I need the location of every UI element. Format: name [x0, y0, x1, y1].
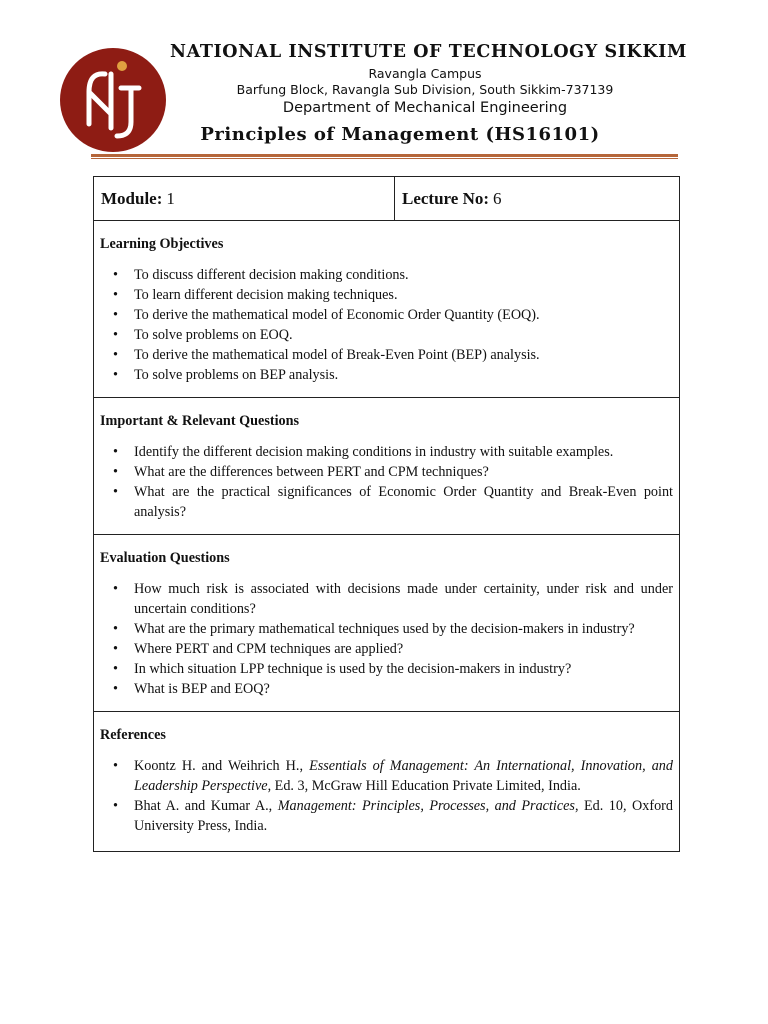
list-item: • To discuss different decision making conditions. [100, 265, 673, 285]
list-item: • Identify the different decision making conditions in industry with suitable examples. [100, 442, 673, 462]
reference-authors: Bhat A. and Kumar A., [134, 798, 273, 814]
header-rule-thin [91, 158, 678, 159]
important-questions-section [94, 398, 679, 535]
lecture-table [93, 176, 680, 852]
list-item: • How much risk is associated with decisions made under certainity, under risk and under uncertain conditions? [100, 579, 673, 619]
list-item: • What are the primary mathematical techniques used by the decision-makers in industry? [100, 619, 673, 639]
reference-details: , Ed. 3, McGraw Hill Education Private Limited, India. [267, 778, 581, 794]
list-item: • What are the practical significances of Economic Order Quantity and Break-Even point analysis? [100, 482, 673, 522]
list-item: • To solve problems on EOQ. [100, 325, 673, 345]
lecture-cell [395, 177, 502, 220]
references-section [94, 712, 679, 851]
list-item: • To derive the mathematical model of Break-Even Point (BEP) analysis. [100, 345, 673, 365]
lecture-label: Lecture No: [402, 188, 490, 208]
reference-item [100, 796, 673, 836]
references-list [100, 756, 673, 836]
reference-title: Essentials of Management: An International, Innovation, and Leadership Perspective [134, 758, 673, 794]
list-item: • To solve problems on BEP analysis. [100, 365, 673, 385]
section-title: Evaluation Questions [100, 550, 230, 566]
list-item: • What is BEP and EOQ? [100, 679, 673, 699]
list-item: • Where PERT and CPM techniques are applied? [100, 639, 673, 659]
reference-details: , Ed. 10, Oxford University Press, India. [134, 798, 673, 834]
section-title: Learning Objectives [100, 236, 224, 252]
list-item: • To learn different decision making techniques. [100, 285, 673, 305]
header-rule-thick [91, 154, 678, 157]
lecture-value: 6 [493, 188, 502, 208]
campus-name: Ravangla Campus [368, 66, 482, 81]
module-value: 1 [166, 188, 175, 208]
list-item: • To derive the mathematical model of Economic Order Quantity (EOQ). [100, 305, 673, 325]
section-title: References [100, 727, 166, 743]
module-lecture-row [94, 177, 679, 221]
department-name: Department of Mechanical Engineering [282, 100, 568, 116]
reference-authors: Koontz H. and Weihrich H., [134, 758, 303, 774]
evaluation-questions-section [94, 535, 679, 712]
learning-objectives-section [94, 221, 679, 398]
module-cell [94, 177, 395, 220]
important-questions-list [100, 442, 673, 522]
institute-address: Barfung Block, Ravangla Sub Division, South Sikkim-737139 [236, 82, 614, 97]
learning-objectives-list [100, 265, 673, 385]
section-title: Important & Relevant Questions [100, 413, 300, 429]
module-label: Module: [101, 188, 163, 208]
course-title: Principles of Management (HS16101) [200, 124, 600, 145]
list-item: • What are the differences between PERT and CPM techniques? [100, 462, 673, 482]
evaluation-questions-list [100, 579, 673, 699]
reference-item [100, 756, 673, 796]
list-item: • In which situation LPP technique is used by the decision-makers in industry? [100, 659, 673, 679]
institute-name: NATIONAL INSTITUTE OF TECHNOLOGY SIKKIM [170, 42, 687, 62]
reference-title: Management: Principles, Processes, and Practices [277, 798, 575, 814]
